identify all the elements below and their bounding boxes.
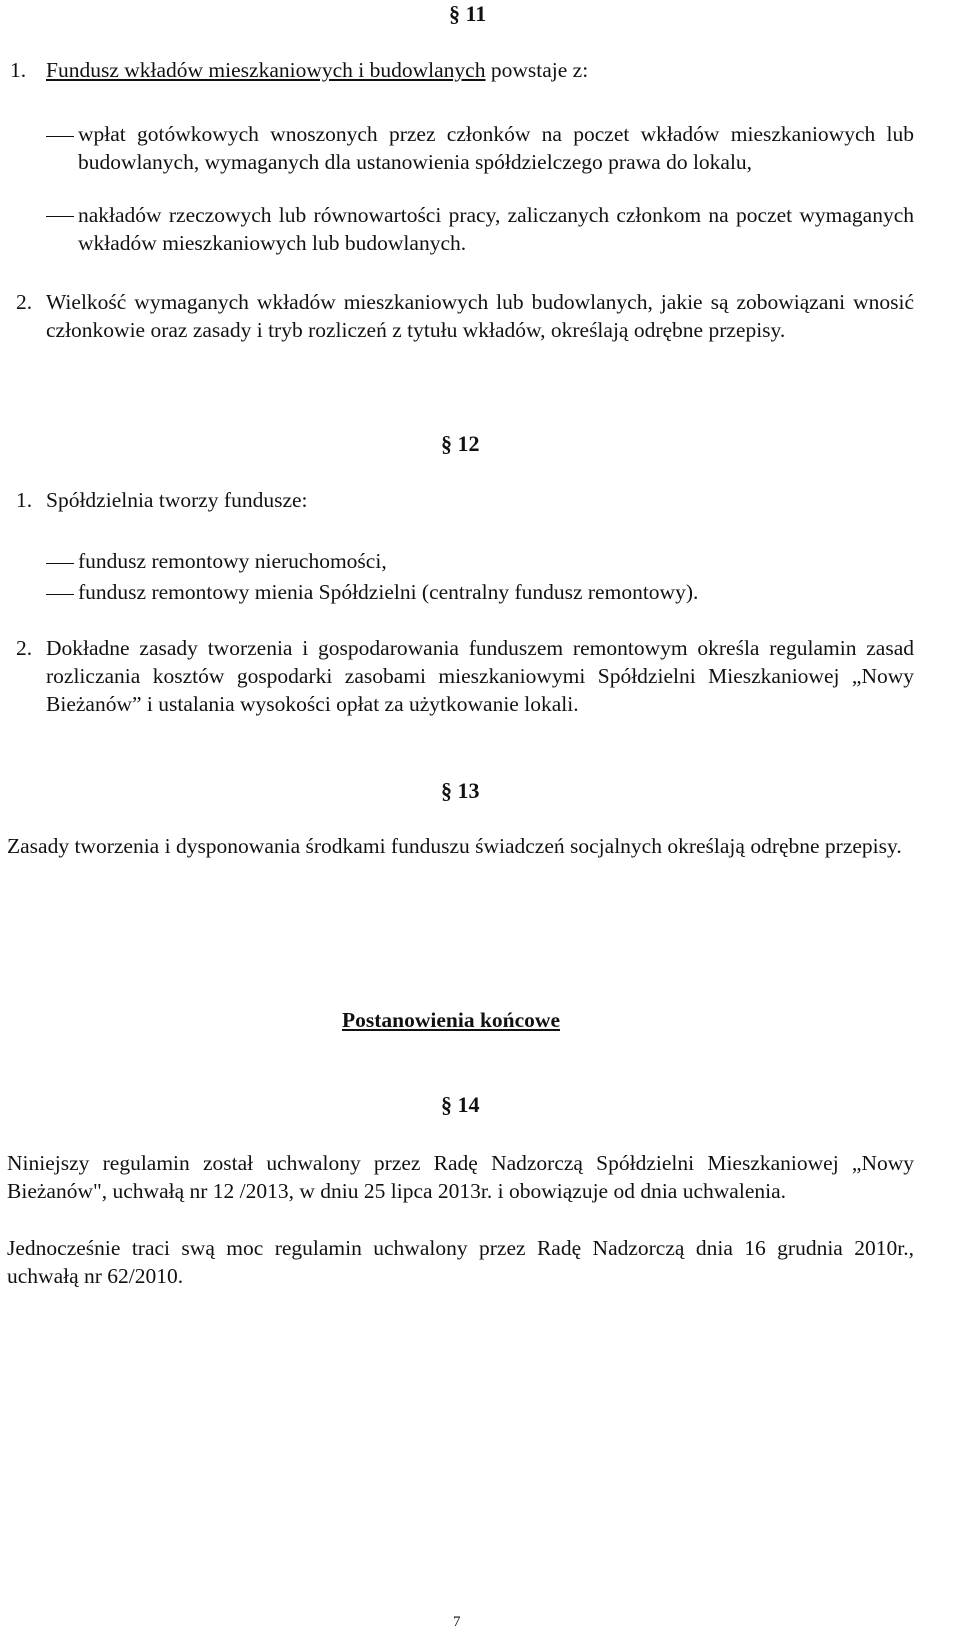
s11-bullet-1: wpłat gotówkowych wnoszonych przez członków na poczet wkładów mieszkaniowych lub budowlanych, wymaganych dla ustanowienia spółdzielczego prawa do lokalu, [78,122,914,174]
section-12-heading: § 12 [441,431,480,456]
s11-p1-text [46,56,588,84]
dash-bullet-icon [46,136,74,137]
s12-p1-text: Spółdzielnia tworzy fundusze: [46,488,308,512]
dash-bullet-icon [46,563,74,564]
dash-bullet-icon [46,594,74,595]
s11-p2-number: 2. [16,290,33,314]
s11-p2-text: Wielkość wymaganych wkładów mieszkaniowych lub budowlanych, jakie są zobowiązani wnosić członkowie oraz zasady i tryb rozliczeń z tytułu wkładów, określają odrębne przepisy. [46,290,914,342]
section-11-heading: § 11 [449,1,487,26]
s12-p2-text: Dokładne zasady tworzenia i gospodarowania funduszem remontowym określa regulamin zasad rozliczania kosztów gospodarki zasobami mieszkaniowymi Spółdzielni Mieszkaniowej „Nowy Bieżanów” i ustalania wysokości opłat za użytkowanie lokali. [46,636,914,716]
s11-p1-rest: powstaje z: [485,58,589,82]
s14-text-1: Niniejszy regulamin został uchwalony przez Radę Nadzorczą Spółdzielni Mieszkaniowej „Nowy Bieżanów", uchwałą nr 12 /2013, w dniu 25 lipca 2013r. i obowiązuje od dnia uchwalenia. [7,1151,914,1203]
s12-p2-number: 2. [16,636,33,660]
page-number: 7 [453,1614,461,1630]
s12-bullet-1: fundusz remontowy nieruchomości, [78,549,387,573]
final-provisions-title: Postanowienia końcowe [342,1008,560,1032]
s14-text-2: Jednocześnie traci swą moc regulamin uchwalony przez Radę Nadzorczą dnia 16 grudnia 2010r., uchwałą nr 62/2010. [7,1236,914,1288]
s11-bullet-2: nakładów rzeczowych lub równowartości pracy, zaliczanych członkom na poczet wymaganych wkładów mieszkaniowych lub budowlanych. [78,203,914,255]
s12-bullet-2: fundusz remontowy mienia Spółdzielni (centralny fundusz remontowy). [78,580,699,604]
dash-bullet-icon [46,216,74,217]
section-14-heading: § 14 [441,1092,480,1117]
s11-p1-underlined: Fundusz wkładów mieszkaniowych i budowlanych [46,58,486,82]
s13-text: Zasady tworzenia i dysponowania środkami funduszu świadczeń socjalnych określają odrębne przepisy. [7,834,902,858]
s11-p1-number: 1. [10,58,27,82]
section-13-heading: § 13 [441,778,480,803]
s12-p1-number: 1. [16,488,33,512]
